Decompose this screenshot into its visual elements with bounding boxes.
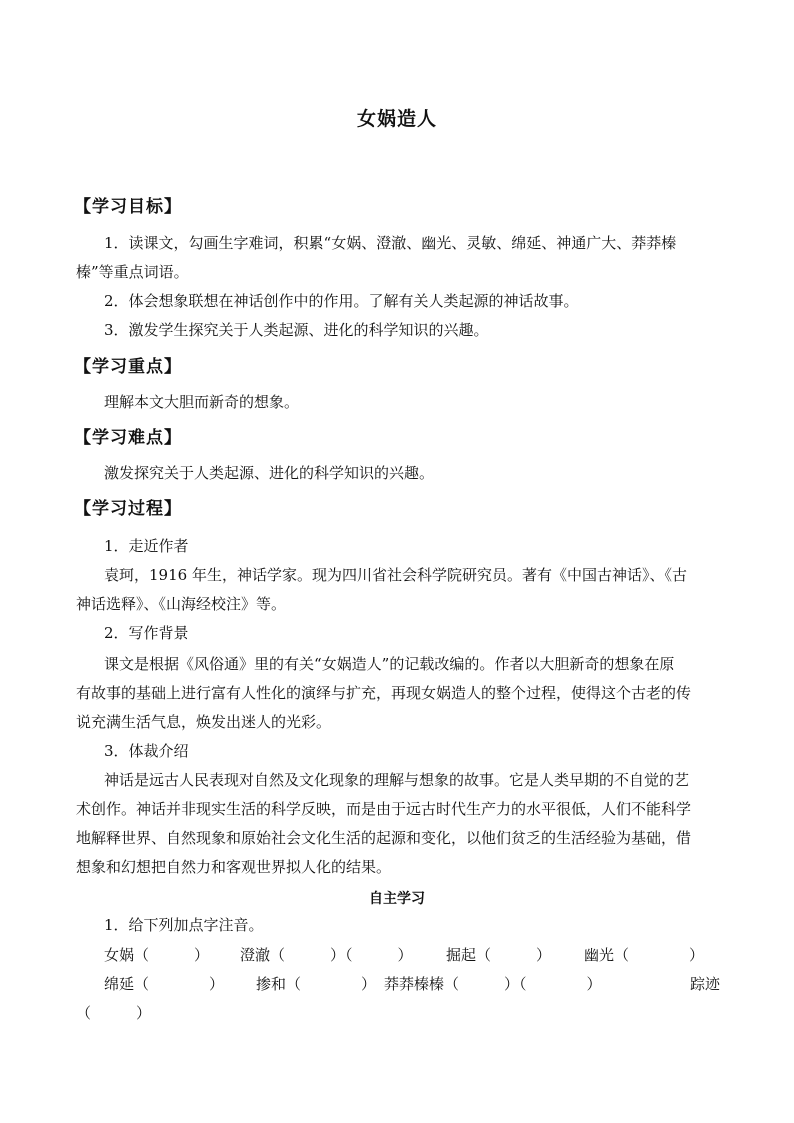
section-heading-difficulty: 【学习难点】 <box>74 428 182 448</box>
self-study-heading: 自主学习 <box>369 891 425 907</box>
pinyin-item: 绵延（ ） <box>104 975 225 993</box>
section-heading-goals: 【学习目标】 <box>74 197 182 217</box>
pinyin-item: 澄澈（ ）（ ） <box>240 946 413 964</box>
background-line-3: 说充满生活气息，焕发出迷人的光彩。 <box>76 713 332 731</box>
goal-item-1: 1．读课文，勾画生字难词，积累“女娲、澄澈、幽光、灵敏、绵延、神通广大、莽莽榛 <box>104 234 677 252</box>
question-1: 1．给下列加点字注音。 <box>104 916 264 934</box>
pinyin-item: 掘起（ ） <box>446 946 552 964</box>
pinyin-item: （ ） <box>76 1004 152 1022</box>
genre-line-2: 术创作。神话并非现实生活的科学反映，而是由于远古时代生产力的水平很低，人们不能科学 <box>76 800 692 818</box>
goal-item-3: 3．激发学生探究关于人类起源、进化的科学知识的兴趣。 <box>104 321 489 339</box>
author-line-1: 袁珂，1916 年生，神话学家。现为四川省社会科学院研究员。著有《中国古神话》、《古 <box>104 566 687 584</box>
genre-line-3: 地解释世界、自然现象和原始社会文化生活的起源和变化，以他们贫乏的生活经验为基础，借 <box>76 829 692 847</box>
background-line-2: 有故事的基础上进行富有人性化的演绎与扩充，再现女娲造人的整个过程，使得这个古老的传 <box>76 684 692 702</box>
pinyin-item: 莽莽榛榛（ ）（ ） <box>384 975 602 993</box>
background-line-1: 课文是根据《风俗通》里的有关“女娲造人”的记载改编的。作者以大胆新奇的想象在原 <box>104 655 675 673</box>
pinyin-item: 掺和（ ） <box>256 975 377 993</box>
genre-line-4: 想象和幻想把自然力和客观世界拟人化的结果。 <box>76 858 392 876</box>
focus-text: 理解本文大胆而新奇的想象。 <box>104 393 300 411</box>
subheading-background: 2．写作背景 <box>104 624 189 642</box>
goal-item-1-cont: 榛”等重点词语。 <box>76 263 189 281</box>
section-heading-process: 【学习过程】 <box>74 499 182 519</box>
page-title: 女娲造人 <box>356 108 437 130</box>
pinyin-item: 幽光（ ） <box>584 946 705 964</box>
pinyin-item: 女娲（ ） <box>104 946 210 964</box>
subheading-genre: 3．体裁介绍 <box>104 742 189 760</box>
pinyin-item: 踪迹 <box>690 975 721 993</box>
goal-item-2: 2．体会想象联想在神话创作中的作用。了解有关人类起源的神话故事。 <box>104 292 579 310</box>
section-heading-focus: 【学习重点】 <box>74 357 182 377</box>
author-line-2: 神话选释》、《山海经校注》等。 <box>76 595 287 613</box>
difficulty-text: 激发探究关于人类起源、进化的科学知识的兴趣。 <box>104 464 435 482</box>
genre-line-1: 神话是远古人民表现对自然及文化现象的理解与想象的故事。它是人类早期的不自觉的艺 <box>104 771 690 789</box>
subheading-author: 1．走近作者 <box>104 537 189 555</box>
